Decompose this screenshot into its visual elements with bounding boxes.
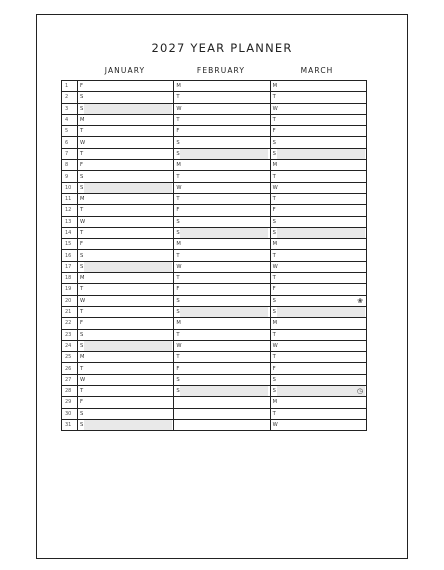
table-row xyxy=(62,306,367,317)
day-number: 13 xyxy=(62,216,78,227)
weekday-letter: S xyxy=(176,297,180,304)
day-cell[interactable] xyxy=(174,250,270,261)
day-cell[interactable] xyxy=(78,227,174,238)
weekend-shade xyxy=(277,386,365,396)
day-number: 5 xyxy=(62,126,78,137)
month-header-march: MARCH xyxy=(300,66,334,75)
day-cell[interactable] xyxy=(174,148,270,159)
flower-icon: ❀ xyxy=(357,296,363,305)
weekday-letter: T xyxy=(80,128,84,135)
day-number: 7 xyxy=(62,148,78,159)
day-cell[interactable] xyxy=(78,329,174,340)
table-row xyxy=(62,352,367,363)
day-cell[interactable] xyxy=(78,160,174,171)
day-number: 31 xyxy=(62,419,78,430)
day-cell[interactable] xyxy=(78,340,174,351)
weekday-letter: S xyxy=(176,150,180,157)
table-row xyxy=(62,205,367,216)
weekday-letter: F xyxy=(80,320,84,327)
weekday-letter: S xyxy=(80,173,84,180)
weekday-letter: S xyxy=(80,94,84,101)
day-cell[interactable] xyxy=(270,374,366,385)
weekday-letter: S xyxy=(80,263,84,270)
weekday-letter: F xyxy=(80,162,84,169)
weekday-letter: F xyxy=(176,286,180,293)
weekday-letter: T xyxy=(176,275,180,282)
weekend-shade xyxy=(84,420,172,430)
day-cell[interactable] xyxy=(174,193,270,204)
day-cell[interactable] xyxy=(78,306,174,317)
day-cell[interactable] xyxy=(174,239,270,250)
table-row xyxy=(62,340,367,351)
day-cell[interactable] xyxy=(174,92,270,103)
day-cell[interactable] xyxy=(78,318,174,329)
day-cell[interactable] xyxy=(174,284,270,295)
table-row xyxy=(62,171,367,182)
weekend-shade xyxy=(277,149,365,159)
day-number: 2 xyxy=(62,92,78,103)
day-cell[interactable] xyxy=(78,81,174,92)
day-cell[interactable] xyxy=(270,408,366,419)
day-cell[interactable] xyxy=(270,227,366,238)
weekday-letter: T xyxy=(80,150,84,157)
weekday-letter: T xyxy=(272,196,276,203)
weekday-letter: S xyxy=(272,376,276,383)
weekday-letter: S xyxy=(80,342,84,349)
table-row xyxy=(62,227,367,238)
day-cell[interactable] xyxy=(78,92,174,103)
day-cell[interactable] xyxy=(174,397,270,408)
day-cell[interactable] xyxy=(174,329,270,340)
day-cell[interactable] xyxy=(78,250,174,261)
weekday-letter: T xyxy=(272,117,276,124)
weekday-letter: T xyxy=(272,275,276,282)
table-row xyxy=(62,397,367,408)
weekday-letter: M xyxy=(176,83,181,90)
day-cell[interactable] xyxy=(270,329,366,340)
day-cell[interactable] xyxy=(78,374,174,385)
table-row xyxy=(62,137,367,148)
weekday-letter: W xyxy=(272,105,278,112)
table-row xyxy=(62,419,367,430)
day-cell[interactable] xyxy=(270,419,366,430)
weekday-letter: S xyxy=(80,184,84,191)
table-row xyxy=(62,148,367,159)
weekday-letter: F xyxy=(272,128,276,135)
weekday-letter: W xyxy=(176,105,182,112)
weekday-letter: S xyxy=(272,297,276,304)
day-cell[interactable] xyxy=(78,182,174,193)
day-cell[interactable] xyxy=(78,284,174,295)
day-cell[interactable] xyxy=(174,227,270,238)
table-row xyxy=(62,295,367,306)
weekday-letter: F xyxy=(80,83,84,90)
day-number: 9 xyxy=(62,171,78,182)
table-row xyxy=(62,193,367,204)
weekend-shade xyxy=(84,262,172,272)
weekend-shade xyxy=(84,183,172,193)
day-number: 14 xyxy=(62,227,78,238)
day-number: 1 xyxy=(62,81,78,92)
day-number: 16 xyxy=(62,250,78,261)
day-cell[interactable] xyxy=(78,273,174,284)
table-row xyxy=(62,126,367,137)
day-cell[interactable] xyxy=(174,137,270,148)
weekday-letter: S xyxy=(272,309,276,316)
day-cell[interactable] xyxy=(270,114,366,125)
day-cell[interactable] xyxy=(174,182,270,193)
planner-grid xyxy=(61,80,367,431)
day-cell[interactable] xyxy=(174,352,270,363)
weekday-letter: M xyxy=(272,241,278,248)
day-cell[interactable] xyxy=(174,171,270,182)
day-number: 11 xyxy=(62,193,78,204)
day-cell[interactable] xyxy=(174,114,270,125)
day-cell[interactable] xyxy=(270,205,366,216)
day-number: 15 xyxy=(62,239,78,250)
weekend-shade xyxy=(180,307,268,317)
weekday-letter: S xyxy=(176,309,180,316)
weekday-letter: W xyxy=(80,218,86,225)
day-cell[interactable] xyxy=(78,386,174,397)
day-number: 17 xyxy=(62,261,78,272)
day-cell[interactable] xyxy=(270,193,366,204)
weekday-letter: W xyxy=(80,139,86,146)
weekday-letter: S xyxy=(80,331,84,338)
weekday-letter: T xyxy=(176,94,180,101)
weekday-letter: F xyxy=(272,365,276,372)
day-number: 4 xyxy=(62,114,78,125)
day-cell[interactable] xyxy=(270,386,366,397)
day-cell[interactable] xyxy=(270,273,366,284)
weekday-letter: W xyxy=(80,297,86,304)
weekday-letter: F xyxy=(80,399,84,406)
day-cell[interactable] xyxy=(270,306,366,317)
day-cell[interactable] xyxy=(270,352,366,363)
weekend-shade xyxy=(277,307,365,317)
weekday-letter: T xyxy=(176,196,180,203)
weekday-letter: F xyxy=(176,207,180,214)
weekend-shade xyxy=(84,341,172,351)
weekday-letter: M xyxy=(272,399,278,406)
weekday-letter: T xyxy=(80,230,84,236)
table-row xyxy=(62,329,367,340)
weekday-letter: T xyxy=(80,286,84,293)
day-cell[interactable] xyxy=(270,137,366,148)
day-number: 20 xyxy=(62,295,78,306)
table-row xyxy=(62,160,367,171)
day-cell[interactable] xyxy=(78,261,174,272)
day-cell[interactable] xyxy=(174,306,270,317)
weekday-letter: S xyxy=(176,139,180,146)
planner-page xyxy=(36,14,408,559)
day-number: 27 xyxy=(62,374,78,385)
day-number: 3 xyxy=(62,103,78,114)
weekday-letter: W xyxy=(272,263,278,270)
day-cell[interactable] xyxy=(270,148,366,159)
day-cell[interactable] xyxy=(270,250,366,261)
weekday-letter: T xyxy=(272,252,276,259)
table-row xyxy=(62,239,367,250)
day-cell[interactable] xyxy=(270,81,366,92)
weekday-letter: F xyxy=(272,207,276,214)
day-cell[interactable] xyxy=(270,261,366,272)
day-cell[interactable] xyxy=(78,193,174,204)
day-cell[interactable] xyxy=(270,284,366,295)
weekday-letter: W xyxy=(272,342,278,349)
day-cell[interactable] xyxy=(174,340,270,351)
month-header-february: FEBRUARY xyxy=(196,66,246,75)
weekday-letter: S xyxy=(80,410,84,417)
day-cell[interactable] xyxy=(174,261,270,272)
table-row xyxy=(62,81,367,92)
weekday-letter: S xyxy=(272,139,276,146)
weekday-letter: T xyxy=(80,309,84,316)
weekend-shade xyxy=(277,228,365,238)
weekday-letter: W xyxy=(176,184,182,191)
weekday-letter: T xyxy=(176,331,180,338)
day-cell[interactable] xyxy=(78,397,174,408)
table-row xyxy=(62,216,367,227)
weekday-letter: S xyxy=(272,218,276,225)
weekday-letter: M xyxy=(80,275,85,282)
weekday-letter: S xyxy=(80,105,84,112)
weekday-letter: F xyxy=(272,286,276,293)
day-cell[interactable] xyxy=(174,273,270,284)
day-number: 23 xyxy=(62,329,78,340)
table-row xyxy=(62,250,367,261)
day-cell[interactable] xyxy=(270,239,366,250)
day-cell[interactable] xyxy=(270,295,366,306)
clock-icon: ◷ xyxy=(356,387,363,396)
weekend-shade xyxy=(180,386,268,396)
day-cell[interactable] xyxy=(174,216,270,227)
weekday-letter: M xyxy=(272,162,278,169)
day-cell[interactable] xyxy=(270,92,366,103)
day-cell[interactable] xyxy=(174,408,270,419)
day-cell[interactable] xyxy=(270,216,366,227)
table-row xyxy=(62,92,367,103)
table-row xyxy=(62,114,367,125)
weekday-letter: T xyxy=(272,410,276,417)
day-cell[interactable] xyxy=(78,352,174,363)
day-number: 12 xyxy=(62,205,78,216)
weekday-letter: W xyxy=(80,376,86,383)
weekday-letter: T xyxy=(176,252,180,259)
weekday-letter: T xyxy=(176,117,180,124)
day-cell[interactable] xyxy=(78,137,174,148)
weekday-letter: W xyxy=(272,422,278,429)
day-number: 24 xyxy=(62,340,78,351)
weekday-letter: T xyxy=(176,354,180,361)
day-number: 22 xyxy=(62,318,78,329)
table-row xyxy=(62,284,367,295)
day-cell[interactable] xyxy=(78,103,174,114)
day-number: 30 xyxy=(62,408,78,419)
day-cell[interactable] xyxy=(174,419,270,430)
weekday-letter: S xyxy=(176,230,180,236)
day-cell[interactable] xyxy=(270,182,366,193)
day-cell[interactable] xyxy=(78,239,174,250)
month-header-january: JANUARY xyxy=(104,66,146,75)
day-cell[interactable] xyxy=(78,295,174,306)
table-row xyxy=(62,374,367,385)
day-number: 21 xyxy=(62,306,78,317)
weekday-letter: M xyxy=(176,241,181,248)
weekday-letter: S xyxy=(80,422,84,429)
page-title: 2027 YEAR PLANNER xyxy=(151,41,293,55)
weekend-shade xyxy=(180,228,268,238)
day-cell[interactable] xyxy=(174,160,270,171)
weekday-letter: T xyxy=(80,207,84,214)
weekday-letter: W xyxy=(272,184,278,191)
day-number: 26 xyxy=(62,363,78,374)
day-number: 28 xyxy=(62,386,78,397)
day-cell[interactable] xyxy=(270,340,366,351)
weekday-letter: T xyxy=(80,388,84,395)
table-row xyxy=(62,103,367,114)
day-cell[interactable] xyxy=(174,363,270,374)
day-cell[interactable] xyxy=(78,408,174,419)
weekday-letter: T xyxy=(272,173,276,180)
month-headers xyxy=(37,66,407,78)
weekday-letter: F xyxy=(80,241,84,248)
day-cell[interactable] xyxy=(270,318,366,329)
day-cell[interactable] xyxy=(78,148,174,159)
day-cell[interactable] xyxy=(270,363,366,374)
weekday-letter: W xyxy=(176,342,182,349)
day-number: 8 xyxy=(62,160,78,171)
day-cell[interactable] xyxy=(78,363,174,374)
weekday-letter: M xyxy=(176,320,181,327)
day-cell[interactable] xyxy=(174,295,270,306)
weekday-letter: M xyxy=(176,162,181,169)
day-cell[interactable] xyxy=(270,103,366,114)
table-row xyxy=(62,273,367,284)
day-cell[interactable] xyxy=(174,386,270,397)
day-number: 10 xyxy=(62,182,78,193)
day-cell[interactable] xyxy=(78,216,174,227)
day-cell[interactable] xyxy=(174,103,270,114)
day-cell[interactable] xyxy=(174,205,270,216)
day-cell[interactable] xyxy=(78,114,174,125)
day-cell[interactable] xyxy=(174,374,270,385)
weekday-letter: M xyxy=(272,83,278,90)
weekday-letter: F xyxy=(176,365,180,372)
weekday-letter: F xyxy=(176,128,180,135)
weekend-shade xyxy=(180,149,268,159)
day-cell[interactable] xyxy=(78,171,174,182)
weekday-letter: T xyxy=(272,331,276,338)
weekday-letter: S xyxy=(80,252,84,259)
table-row xyxy=(62,363,367,374)
table-row xyxy=(62,182,367,193)
weekday-letter: T xyxy=(272,94,276,101)
weekday-letter: T xyxy=(80,365,84,372)
weekday-letter: S xyxy=(176,388,180,395)
weekday-letter: S xyxy=(176,376,180,383)
weekday-letter: M xyxy=(272,320,278,327)
day-cell[interactable] xyxy=(174,318,270,329)
day-number: 18 xyxy=(62,273,78,284)
weekday-letter: S xyxy=(272,388,276,395)
weekend-shade xyxy=(84,104,172,114)
day-number: 29 xyxy=(62,397,78,408)
weekday-letter: S xyxy=(272,150,276,157)
day-cell[interactable] xyxy=(270,126,366,137)
weekday-letter: M xyxy=(80,117,85,124)
table-row xyxy=(62,386,367,397)
table-row xyxy=(62,318,367,329)
weekday-letter: T xyxy=(176,173,180,180)
day-cell[interactable] xyxy=(174,126,270,137)
day-cell[interactable] xyxy=(270,397,366,408)
weekday-letter: S xyxy=(176,218,180,225)
day-cell[interactable] xyxy=(174,81,270,92)
weekday-letter: S xyxy=(272,230,276,236)
weekday-letter: T xyxy=(272,354,276,361)
day-cell[interactable] xyxy=(78,126,174,137)
weekday-letter: M xyxy=(80,354,85,361)
day-cell[interactable] xyxy=(78,205,174,216)
table-row xyxy=(62,261,367,272)
table-row xyxy=(62,408,367,419)
day-cell[interactable] xyxy=(78,419,174,430)
day-cell[interactable] xyxy=(270,160,366,171)
weekday-letter: W xyxy=(176,263,182,270)
day-number: 25 xyxy=(62,352,78,363)
day-cell[interactable] xyxy=(270,171,366,182)
weekday-letter: M xyxy=(80,196,85,203)
day-number: 19 xyxy=(62,284,78,295)
day-number: 6 xyxy=(62,137,78,148)
